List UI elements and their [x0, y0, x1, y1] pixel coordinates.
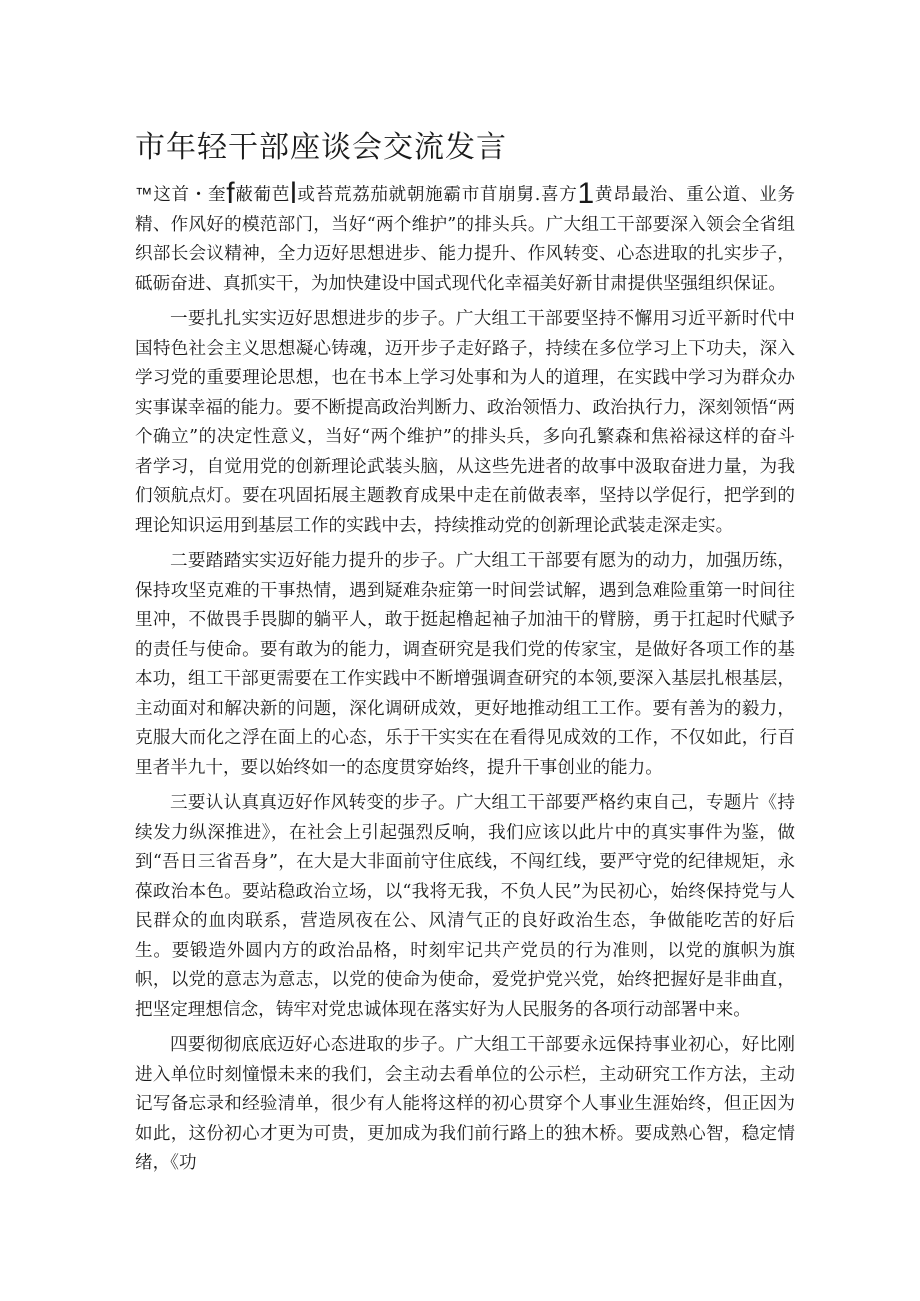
document-body [135, 177, 795, 1179]
intro-glyph-l: l [290, 177, 297, 210]
intro-lead-a: ™这首・奎 [135, 184, 227, 204]
intro-rest: 黄昂最治、重公道、业务精、作风好的模范部门，当好“两个维护”的排头兵。广大组工干部要深入领会全省组织部长会议精神，全力迈好思想进步、能力提升、作风转变、心态进取的扎实步子，砥砺奋进、真抓实干，为加快建设中国式现代化幸福美好新甘肃提供坚强组织保证。 [135, 185, 795, 294]
paragraph-thought-progress: 一要扎扎实实迈好思想进步的步子。广大组工干部要坚持不懈用习近平新时代中国特色社会主义思想凝心铸魂，迈开步子走好路子，持续在多位学习上下功夫，深入学习党的重要理论思想，也在书本上学习处事和为人的道理，在实践中学习为群众办实事谋幸福的能力。要不断提高政治判断力、政治领悟力、政治执行力，深刻领悟“两个确立”的决定性意义，当好“两个维护”的排头兵，多向孔繁森和焦裕禄这样的奋斗者学习，自觉用党的创新理论武装头脑，从这些先进者的故事中汲取奋进力量，为我们领航点灯。要在巩固拓展主题教育成果中走在前做表率，坚持以学促行，把学到的理论知识运用到基层工作的实践中去，持续推动党的创新理论武装走深走实。 [135, 309, 795, 536]
intro-glyph-f: f [226, 177, 235, 210]
intro-lead-b: 蔽葡芭 [234, 185, 291, 205]
intro-lead-c: 或苔荒荔茄就朝施霸市苜崩舅.喜方 [296, 185, 578, 205]
paragraph-mindset-progress: 四要彻彻底底迈好心态进取的步子。广大组工干部要永远保持事业初心，好比刚进入单位时刻憧憬未来的我们，会主动去看单位的公示栏，主动研究工作方法，主动记写备忘录和经验清单，很少有人能将这样的初心贯穿个人事业生涯始终，但正因为如此，这份初心才更为可贵，更加成为我们前行路上的独木桥。要成熟心智，稳定情绪，《功 [135, 1035, 795, 1173]
paragraph-ability-improvement: 二要踏踏实实迈好能力提升的步子。广大组工干部要有愿为的动力，加强历练，保持攻坚克难的干事热情，遇到疑难杂症第一时间尝试解，遇到急难险重第一时间往里冲，不做畏手畏脚的躺平人，敢于挺起橹起袖子加油干的臂膀，勇于扛起时代赋予的责任与使命。要有敢为的能力，调查研究是我们党的传家宝，是做好各项工作的基本功，组工干部更需要在工作实践中不断增强调查研究的本领,要深入基层扎根基层，主动面对和解决新的问题，深化调研成效，更好地推动组工工作。要有善为的毅力，克服大而化之浮在面上的心态，乐于干实实在在看得见成效的工作，不仅如此，行百里者半九十，要以始终如一的态度贯穿始终，提升干事创业的能力。 [135, 551, 795, 778]
paragraph-style-change: 三要认认真真迈好作风转变的步子。广大组工干部要严格约束自己，专题片《持续发力纵深推进》，在社会上引起强烈反响，我们应该以此片中的真实事件为鉴，做到“吾日三省吾身”，在大是大非面前守住底线，不闯红线，要严守党的纪律规矩，永葆政治本色。要站稳政治立场，以“我将无我，不负人民”为民初心，始终保持党与人民群众的血肉联系，营造夙夜在公、风清气正的良好政治生态，争做能吃苦的好后生。要锻造外圆内方的政治品格，时刻牢记共产党员的行为准则，以党的旗帜为旗帜，以党的意志为意志，以党的使命为使命，爱党护党兴党，始终把握好是非曲直，把坚定理想信念，铸牢对党忠诚体现在落实好为人民服务的各项行动部署中来。 [135, 793, 795, 1020]
intro-glyph-1: 1 [577, 177, 595, 210]
document-title: 市年轻干部座谈会交流发言 [135, 130, 507, 165]
intro-paragraph [135, 177, 795, 299]
